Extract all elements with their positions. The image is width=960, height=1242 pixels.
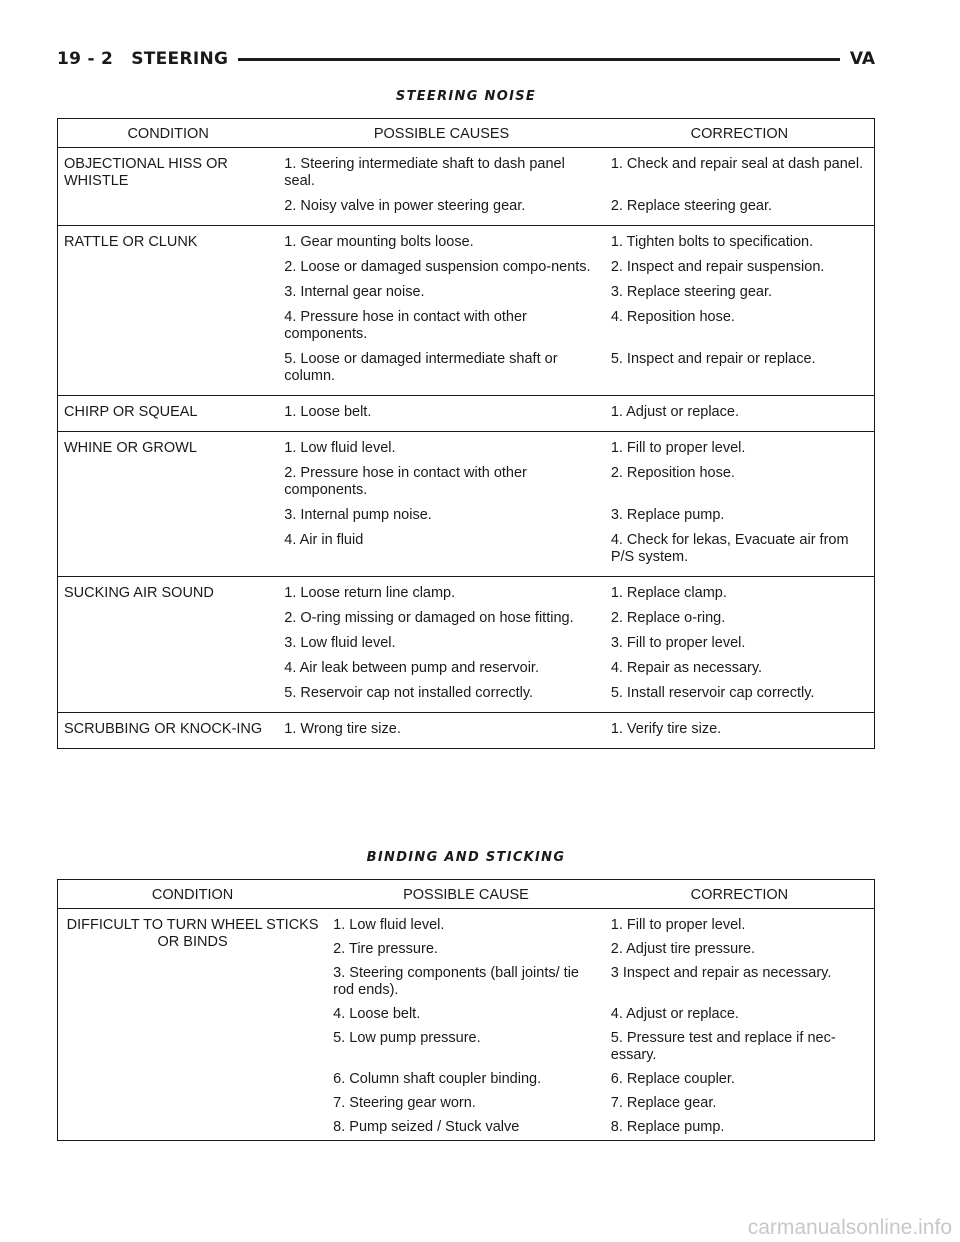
table-row bbox=[58, 909, 875, 942]
cause-cell: 7. Steering gear worn. bbox=[333, 1095, 476, 1111]
table-header-row bbox=[58, 880, 875, 909]
condition-group bbox=[58, 226, 875, 396]
correction-cell: 3 Inspect and repair as necessary. bbox=[610, 965, 832, 981]
cause-cell: 4. Pressure hose in contact with other components. bbox=[284, 309, 527, 342]
correction-cell: 4. Reposition hose. bbox=[610, 309, 735, 325]
correction-cell: 8. Replace pump. bbox=[610, 1119, 725, 1135]
table-row bbox=[58, 432, 875, 466]
cause-cell: 3. Internal gear noise. bbox=[284, 284, 425, 300]
condition-group bbox=[58, 909, 875, 1141]
correction-cell: 1. Adjust or replace. bbox=[610, 404, 739, 420]
correction-cell: 1. Fill to proper level. bbox=[610, 440, 746, 456]
correction-cell: 1. Check and repair seal at dash panel. bbox=[610, 156, 864, 172]
binding-sticking-title: BINDING AND STICKING bbox=[366, 850, 566, 865]
correction-cell: 2. Replace o-ring. bbox=[610, 610, 726, 626]
page-number: 19 - 2 bbox=[57, 49, 114, 69]
table-row bbox=[58, 148, 875, 199]
correction-cell: 5. Install reservoir cap correctly. bbox=[610, 685, 815, 701]
table-row bbox=[58, 226, 875, 260]
condition-group bbox=[58, 396, 875, 432]
table-row bbox=[58, 396, 875, 432]
correction-cell: 7. Replace gear. bbox=[610, 1095, 717, 1111]
condition-cell: SUCKING AIR SOUND bbox=[64, 585, 214, 601]
condition-cell: OBJECTIONAL HISS OR WHISTLE bbox=[64, 156, 228, 189]
correction-cell: 3. Fill to proper level. bbox=[610, 635, 746, 651]
correction-cell: 4. Repair as necessary. bbox=[610, 660, 763, 676]
cause-cell: 3. Low fluid level. bbox=[284, 635, 396, 651]
cause-cell: 3. Steering components (ball joints/ tie rod ends). bbox=[333, 965, 579, 998]
cause-cell: 1. Loose return line clamp. bbox=[284, 585, 456, 601]
cause-cell: 4. Air leak between pump and reservoir. bbox=[284, 660, 539, 676]
condition-group bbox=[58, 713, 875, 749]
condition-group bbox=[58, 432, 875, 577]
condition-group bbox=[58, 148, 875, 226]
cause-cell: 1. Low fluid level. bbox=[284, 440, 396, 456]
cause-cell: 2. Tire pressure. bbox=[333, 941, 438, 957]
column-header-condition: CONDITION bbox=[58, 119, 279, 148]
column-header-correction: CORRECTION bbox=[605, 880, 875, 909]
column-header-causes: POSSIBLE CAUSES bbox=[278, 119, 605, 148]
cause-cell: 1. Steering intermediate shaft to dash panel seal. bbox=[284, 156, 565, 189]
column-header-correction: CORRECTION bbox=[605, 119, 875, 148]
cause-cell: 1. Gear mounting bolts loose. bbox=[284, 234, 474, 250]
condition-cell: WHINE OR GROWL bbox=[64, 440, 197, 456]
condition-cell: CHIRP OR SQUEAL bbox=[64, 404, 198, 420]
condition-cell: DIFFICULT TO TURN WHEEL STICKS OR BINDS bbox=[66, 917, 319, 950]
correction-cell: 2. Reposition hose. bbox=[610, 465, 735, 481]
condition-cell: SCRUBBING OR KNOCK-ING bbox=[64, 721, 263, 737]
correction-cell: 2. Replace steering gear. bbox=[610, 198, 773, 214]
model-code: VA bbox=[849, 49, 875, 69]
correction-cell: 2. Adjust tire pressure. bbox=[610, 941, 756, 957]
correction-cell: 3. Replace steering gear. bbox=[610, 284, 773, 300]
cause-cell: 4. Air in fluid bbox=[284, 532, 364, 548]
cause-cell: 3. Internal pump noise. bbox=[284, 507, 432, 523]
header-rule bbox=[238, 58, 840, 61]
correction-cell: 1. Fill to proper level. bbox=[610, 917, 746, 933]
column-header-condition: CONDITION bbox=[58, 880, 328, 909]
correction-cell: 1. Tighten bolts to specification. bbox=[610, 234, 814, 250]
correction-cell: 5. Inspect and repair or replace. bbox=[610, 351, 816, 367]
cause-cell: 5. Low pump pressure. bbox=[333, 1030, 481, 1046]
correction-cell: 2. Inspect and repair suspension. bbox=[610, 259, 825, 275]
section-title: STEERING bbox=[131, 49, 229, 69]
column-header-cause: POSSIBLE CAUSE bbox=[327, 880, 605, 909]
cause-cell: 2. Loose or damaged suspension compo-nents. bbox=[284, 259, 591, 275]
steering-noise-table bbox=[57, 118, 875, 749]
cause-cell: 5. Reservoir cap not installed correctly. bbox=[284, 685, 534, 701]
correction-cell: 5. Pressure test and replace if nec-essary. bbox=[610, 1030, 836, 1063]
cause-cell: 1. Low fluid level. bbox=[333, 917, 445, 933]
condition-cell: RATTLE OR CLUNK bbox=[64, 234, 198, 250]
cause-cell: 6. Column shaft coupler binding. bbox=[333, 1071, 542, 1087]
steering-noise-title: STEERING NOISE bbox=[395, 89, 537, 104]
binding-sticking-table bbox=[57, 879, 875, 1141]
table-header-row bbox=[58, 119, 875, 148]
cause-cell: 2. O-ring missing or damaged on hose fitting. bbox=[284, 610, 574, 626]
cause-cell: 1. Wrong tire size. bbox=[284, 721, 401, 737]
condition-group bbox=[58, 577, 875, 713]
page-header-left bbox=[57, 49, 228, 69]
correction-cell: 4. Adjust or replace. bbox=[610, 1006, 739, 1022]
correction-cell: 6. Replace coupler. bbox=[610, 1071, 735, 1087]
table-row bbox=[58, 713, 875, 749]
correction-cell: 1. Verify tire size. bbox=[610, 721, 722, 737]
cause-cell: 4. Loose belt. bbox=[333, 1006, 421, 1022]
cause-cell: 2. Noisy valve in power steering gear. bbox=[284, 198, 526, 214]
table-row bbox=[58, 577, 875, 611]
correction-cell: 1. Replace clamp. bbox=[610, 585, 727, 601]
cause-cell: 1. Loose belt. bbox=[284, 404, 372, 420]
cause-cell: 8. Pump seized / Stuck valve bbox=[333, 1119, 520, 1135]
cause-cell: 2. Pressure hose in contact with other components. bbox=[284, 465, 527, 498]
watermark: carmanualsonline.info bbox=[747, 1216, 952, 1239]
page-header bbox=[57, 47, 875, 71]
correction-cell: 4. Check for lekas, Evacuate air from P/S system. bbox=[610, 532, 849, 565]
cause-cell: 5. Loose or damaged intermediate shaft or column. bbox=[284, 351, 558, 384]
correction-cell: 3. Replace pump. bbox=[610, 507, 725, 523]
